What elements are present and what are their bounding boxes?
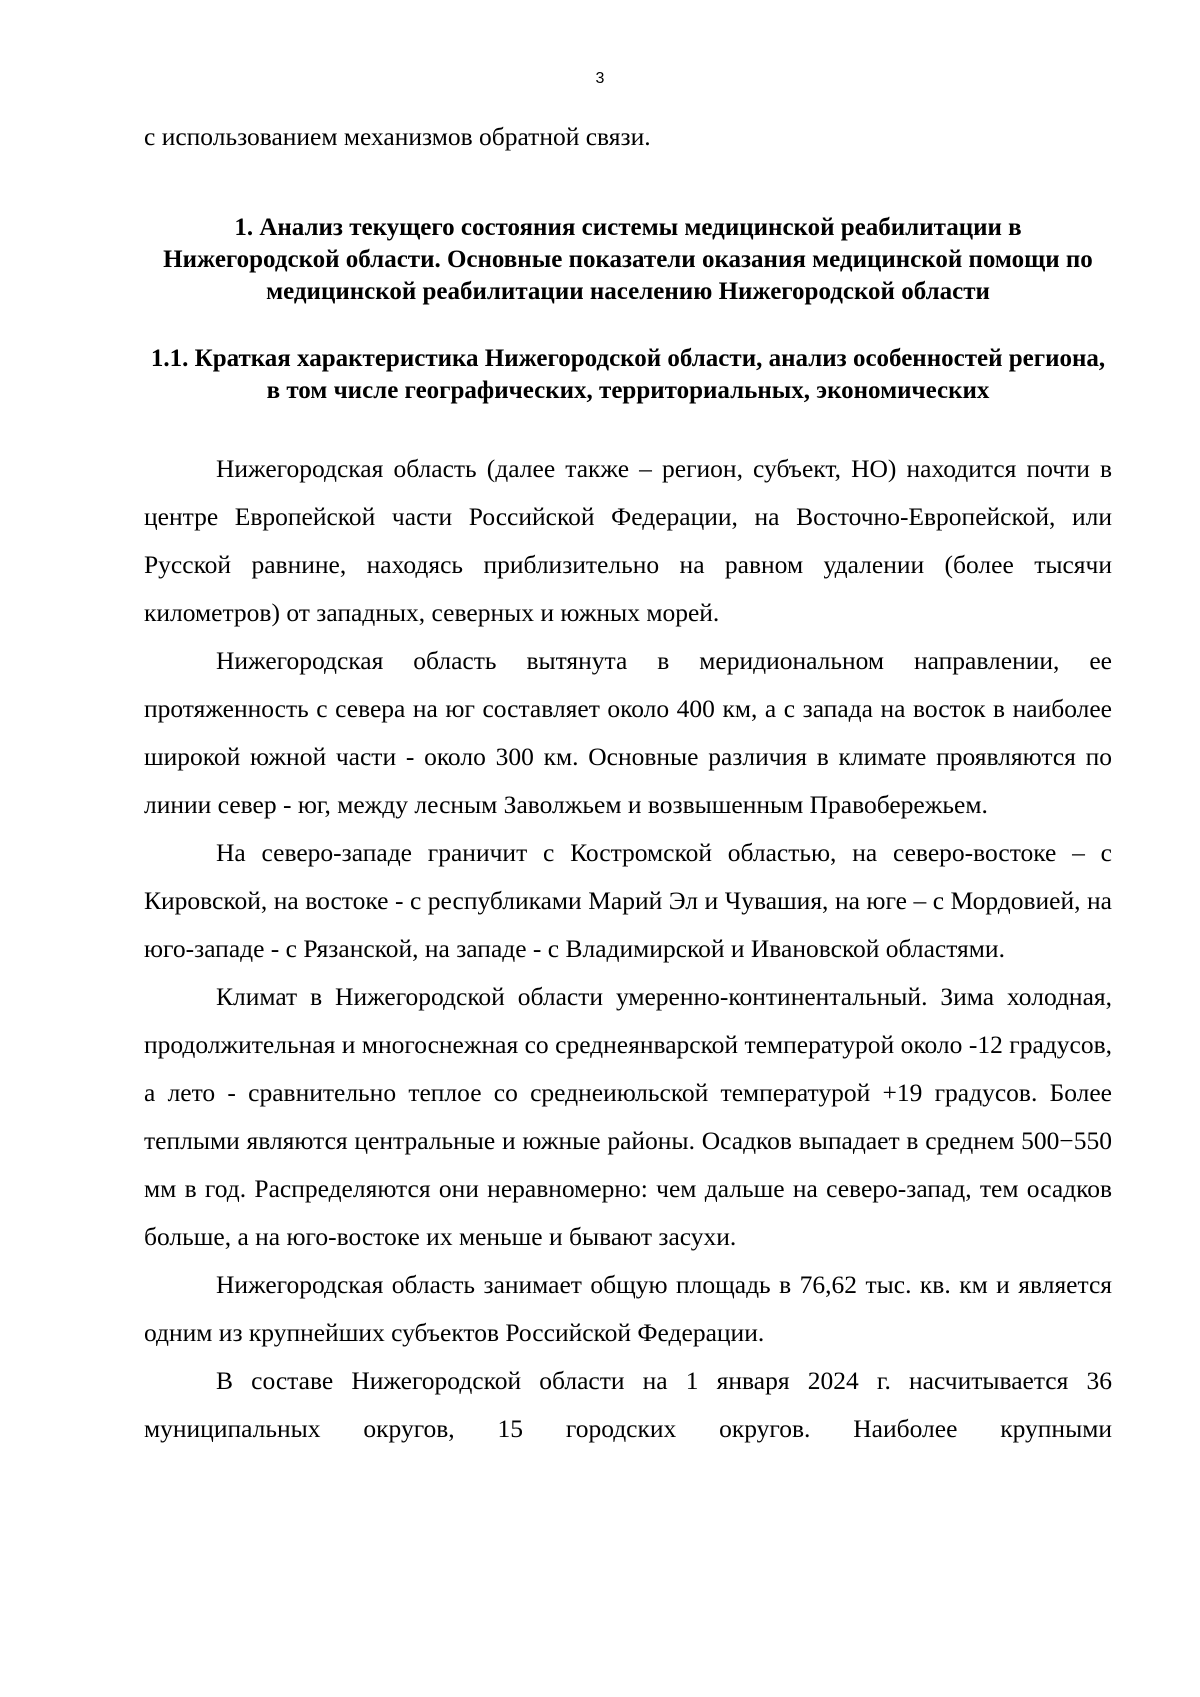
- paragraph-area: Нижегородская область занимает общую площадь в 76,62 тыс. кв. км и является одним из крупнейших субъектов Российской Федерации.: [144, 1270, 1112, 1347]
- paragraph-list: [144, 445, 1112, 1453]
- paragraph-municipalities: В составе Нижегородской области на 1 января 2024 г. насчитывается 36 муниципальных округов, 15 городских округов. Наиболее крупными: [144, 1366, 1112, 1443]
- continuation-text: с использованием механизмов обратной связи.: [144, 122, 651, 151]
- paragraph-location: Нижегородская область (далее также – регион, субъект, НО) находится почти в центре Европейской части Российской Федерации, на Восточно-Европейской, или Русской равнине, находясь приблизительно на равном удалении (более тысячи километров) от западных, северных и южных морей.: [144, 454, 1112, 627]
- paragraph-climate: Климат в Нижегородской области умеренно-континентальный. Зима холодная, продолжительная и многоснежная со среднеянварской температурой около -12 градусов, а лето - сравнительно теплое со среднеиюльской температурой +19 градусов. Более теплыми являются центральные и южные районы. Осадков выпадает в среднем 500−550 мм в год. Распределяются они неравномерно: чем дальше на северо-запад, тем осадков больше, а на юго-востоке их меньше и бывают засухи.: [144, 982, 1112, 1251]
- document-body: [144, 113, 1112, 1453]
- subsection-heading: 1.1. Краткая характеристика Нижегородской области, анализ особенностей региона, в том числе географических, территориальных, экономических: [150, 345, 1106, 404]
- page-number: 3: [595, 70, 605, 87]
- section-heading: 1. Анализ текущего состояния системы медицинской реабилитации в Нижегородской области. Основные показатели оказания медицинской помощи по медицинской реабилитации населению Нижегородской области: [163, 214, 1093, 305]
- paragraph-borders: На северо-западе граничит с Костромской областью, на северо-востоке – с Кировской, на востоке - с республиками Марий Эл и Чувашия, на юге – с Мордовией, на юго-западе - с Рязанской, на западе - с Владимирской и Ивановской областями.: [144, 838, 1112, 963]
- paragraph-extent: Нижегородская область вытянута в меридиональном направлении, ее протяженность с севера на юг составляет около 400 км, а с запада на восток в наиболее широкой южной части - около 300 км. Основные различия в климате проявляются по линии север - юг, между лесным Заволжьем и возвышенным Правобережьем.: [144, 646, 1112, 819]
